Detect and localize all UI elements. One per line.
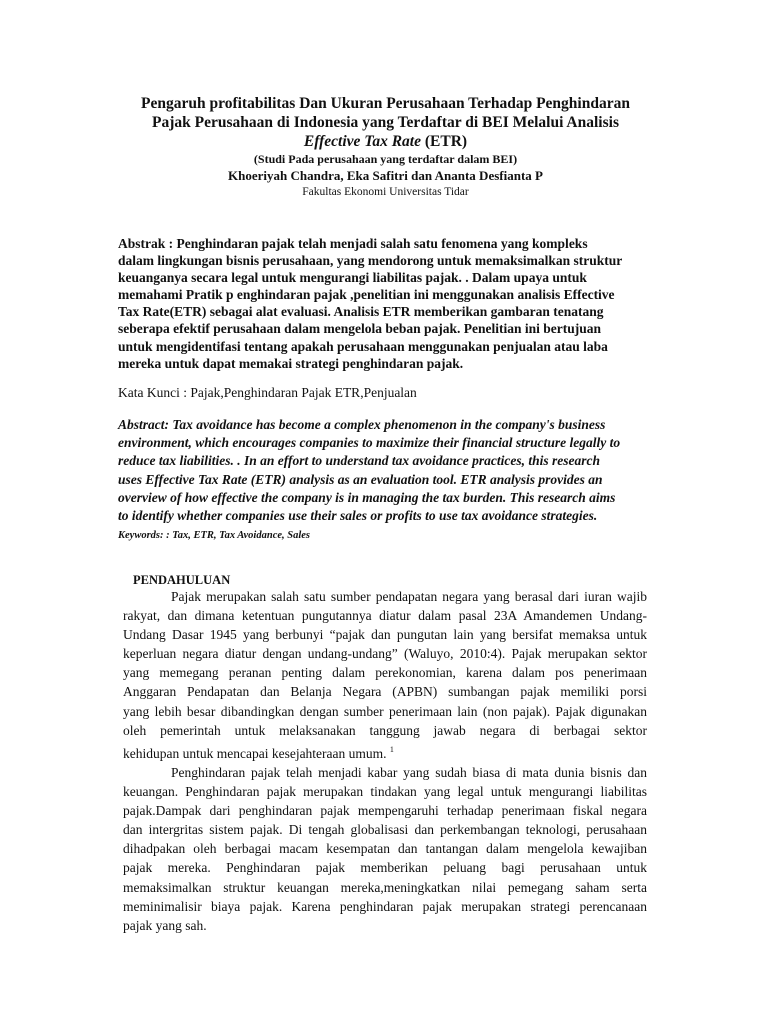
section-heading: PENDAHULUAN [133,573,231,587]
title-italic-term: Effective Tax Rate [303,133,421,150]
paragraph-line: Undang Dasar 1945 yang berbunyi “pajak dan pungutan lain yang bersifat memaksa untuk [123,627,647,643]
paragraph-line: yang lebih besar dibandingkan dengan sumber penerimaan lain (non pajak). Pajak digunakan [123,703,647,719]
paragraph-line: pajak yang sah. [123,917,207,933]
paragraph-line: oleh pemerintah untuk melaksanakan tanggung jawab negara di berbagai sektor [123,722,647,738]
abstract-id-line: dalam lingkungan bisnis perusahaan, yang mendorong untuk memaksimalkan struktur [118,253,623,269]
title-line-1: Pengaruh profitabilitas Dan Ukuran Perusahaan Terhadap Penghindaran [141,95,630,112]
title-line-3 [100,132,671,151]
abstract-en-line: reduce tax liabilities. . In an effort to understand tax avoidance practices, this research [118,453,601,469]
paragraph-line: dihadpakan oleh berbagai macam kesempatan dan tantangan dalam mengelola kewajiban [123,841,647,857]
abstract-indonesian [118,235,658,372]
abstract-en-line: Abstract: Tax avoidance has become a complex phenomenon in the company's business [118,417,606,432]
title-line-2: Pajak Perusahaan di Indonesia yang Terdaftar di BEI Melalui Analisis [152,114,619,131]
paragraph-line [123,740,647,763]
footnote-marker[interactable]: 1 [389,744,394,754]
abstract-id-line: untuk mengidentifasi tentang apakah perusahaan menggunakan penjualan atau laba [118,338,608,354]
paragraph-line: Penghindaran pajak telah menjadi kabar yang sudah biasa di mata dunia bisnis dan [171,765,647,780]
title-abbrev: (ETR) [421,133,468,150]
affiliation: Fakultas Ekonomi Universitas Tidar [302,186,469,198]
author-list: Khoeriyah Chandra, Eka Safitri dan Ananta Desfianta P [228,168,543,183]
body-paragraph-2 [123,763,647,935]
paragraph-line: keperluan negara diatur dengan undang-undang” (Waluyo, 2010:4). Pajak merupakan sektor [123,646,647,662]
abstract-en-line: environment, which encourages companies to maximize their financial structure legally to [118,435,621,451]
abstract-id-line: Tax Rate(ETR) sebagai alat evaluasi. Analisis ETR memberikan gambaran tenatang [118,304,604,320]
paragraph-line: dan intergritas sistem pajak. Di tengah globalisasi dan perkembangan teknologi, perusahaan [123,822,647,838]
abstract-en-line: uses Effective Tax Rate (ETR) analysis as an evaluation tool. ETR analysis provides an [118,471,603,487]
abstract-en-line: to identify whether companies use their sales or profits to use tax avoidance strategies. [118,508,598,524]
abstract-id-line: memahami Pratik p enghindaran pajak ,penelitian ini menggunakan analisis Effective [118,287,615,303]
keywords-english: Keywords: : Tax, ETR, Tax Avoidance, Sales [118,530,311,541]
body-paragraph-1 [123,587,647,763]
paper-title [100,94,671,151]
paragraph-line: Anggaran Pendapatan dan Belanja Negara (APBN) sumbangan pajak memiliki porsi [123,684,647,700]
abstract-en-line: overview of how effective the company is in managing the tax burden. This research aims [118,489,616,505]
paragraph-line: yang memegang peranan penting dalam perekonomian, karena dalam pos penerimaan [123,665,647,681]
abstract-id-line: Abstrak : Penghindaran pajak telah menjadi salah satu fenomena yang kompleks [118,236,588,251]
abstract-id-line: keuanganya secara legal untuk mengurangi liabilitas pajak. . Dalam upaya untuk [118,270,587,286]
paragraph-line: keuangan. Penghindaran pajak merupakan tindakan yang legal untuk mengurangi liabilitas [123,784,647,800]
paragraph-last-text: kehidupan untuk mencapai kesejahteraan umum. [123,745,387,761]
paragraph-line: pajak mereka. Penghindaran pajak memberikan peluang bagi perusahaan untuk [123,860,647,876]
abstract-id-line: seberapa efektif perusahaan dalam mengelola beban pajak. Penelitian ini bertujuan [118,321,602,337]
paragraph-line: meminimalisir biaya pajak. Karena penghindaran pajak merupakan strategi perencanaan [123,898,647,914]
paragraph-line: pajak.Dampak dari penghindaran pajak mempengaruhi terhadap penerimaan fiskal negara [123,803,647,819]
paragraph-line: rakyat, dan dimana ketentuan pungutannya diatur dalam pasal 23A Amandemen Undang- [123,608,647,624]
paragraph-line: Pajak merupakan salah satu sumber pendapatan negara yang berasal dari iuran wajib [171,589,647,604]
paper-subtitle: (Studi Pada perusahaan yang terdaftar dalam BEI) [253,152,518,166]
abstract-id-line: mereka untuk dapat memakai strategi penghindaran pajak. [118,355,464,371]
paragraph-line: memaksimalkan struktur keuangan mereka,meningkatkan nilai pemegang saham serta [123,879,647,895]
keywords-indonesian: Kata Kunci : Pajak,Penghindaran Pajak ETR,Penjualan [118,385,417,400]
abstract-english [118,416,663,525]
